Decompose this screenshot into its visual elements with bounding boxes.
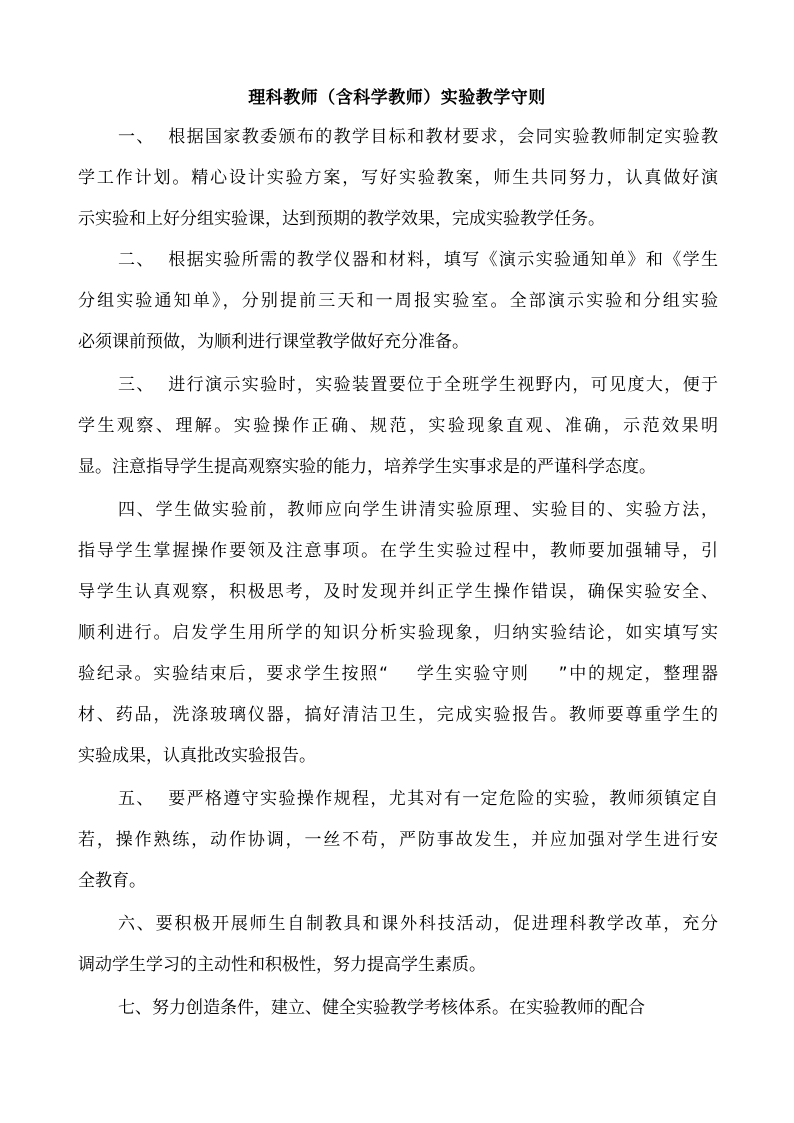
paragraph-line: 全教育。 bbox=[78, 871, 146, 891]
paragraph-line: 顺利进行。启发学生用所学的知识分析实验现象，归纳实验结论，如实填写实 bbox=[78, 623, 718, 643]
paragraph-line: 验纪录。实验结束后，要求学生按照“ 学生实验守则 ”中的规定，整理器 bbox=[78, 664, 718, 684]
paragraph-line: 七、努力创造条件，建立、健全实验教学考核体系。在实验教师的配合 bbox=[118, 998, 645, 1018]
paragraph-line: 五、 要严格遵守实验操作规程，尤其对有一定危险的实验，教师须镇定自 bbox=[118, 789, 718, 809]
paragraph-line: 一、 根据国家教委颁布的教学目标和教材要求，会同实验教师制定实验教 bbox=[118, 127, 718, 147]
paragraph-line: 三、 进行演示实验时，实验装置要位于全班学生视野内，可见度大，便于 bbox=[118, 375, 718, 395]
paragraph-line: 导学生认真观察，积极思考，及时发现并纠正学生操作错误，确保实验安全、 bbox=[78, 582, 718, 602]
paragraph-line: 若，操作熟练，动作协调，一丝不苟，严防事故发生，并应加强对学生进行安 bbox=[78, 830, 718, 850]
paragraph-line: 示实验和上好分组实验课，达到预期的教学效果，完成实验教学任务。 bbox=[78, 209, 605, 229]
paragraph-line: 材、药品，洗涤玻璃仪器，搞好清洁卫生，完成实验报告。教师要尊重学生的 bbox=[78, 705, 718, 725]
paragraph-line: 学生观察、理解。实验操作正确、规范，实验现象直观、准确，示范效果明 bbox=[78, 416, 718, 436]
paragraph-line: 指导学生掌握操作要领及注意事项。在学生实验过程中，教师要加强辅导，引 bbox=[78, 541, 718, 561]
paragraph-line: 六、要积极开展师生自制教具和课外科技活动，促进理科教学改革，充分 bbox=[118, 914, 718, 934]
paragraph-line: 实验成果，认真批改实验报告。 bbox=[78, 746, 316, 766]
document-title: 理科教师（含科学教师）实验教学守则 bbox=[248, 88, 546, 108]
paragraph-line: 学工作计划。精心设计实验方案，写好实验教案，师生共同努力，认真做好演 bbox=[78, 168, 718, 188]
paragraph-line: 调动学生学习的主动性和积极性，努力提高学生素质。 bbox=[78, 955, 486, 975]
paragraph-line: 显。注意指导学生提高观察实验的能力，培养学生实事求是的严谨科学态度。 bbox=[78, 457, 656, 477]
paragraph-line: 必须课前预做，为顺利进行课堂教学做好充分准备。 bbox=[78, 332, 469, 352]
paragraph-line: 分组实验通知单》，分别提前三天和一周报实验室。全部演示实验和分组实验 bbox=[78, 291, 718, 311]
paragraph-line: 二、 根据实验所需的教学仪器和材料，填写《演示实验通知单》和《学生 bbox=[118, 250, 718, 270]
paragraph-line: 四、学生做实验前，教师应向学生讲清实验原理、实验目的、实验方法， bbox=[118, 500, 718, 520]
